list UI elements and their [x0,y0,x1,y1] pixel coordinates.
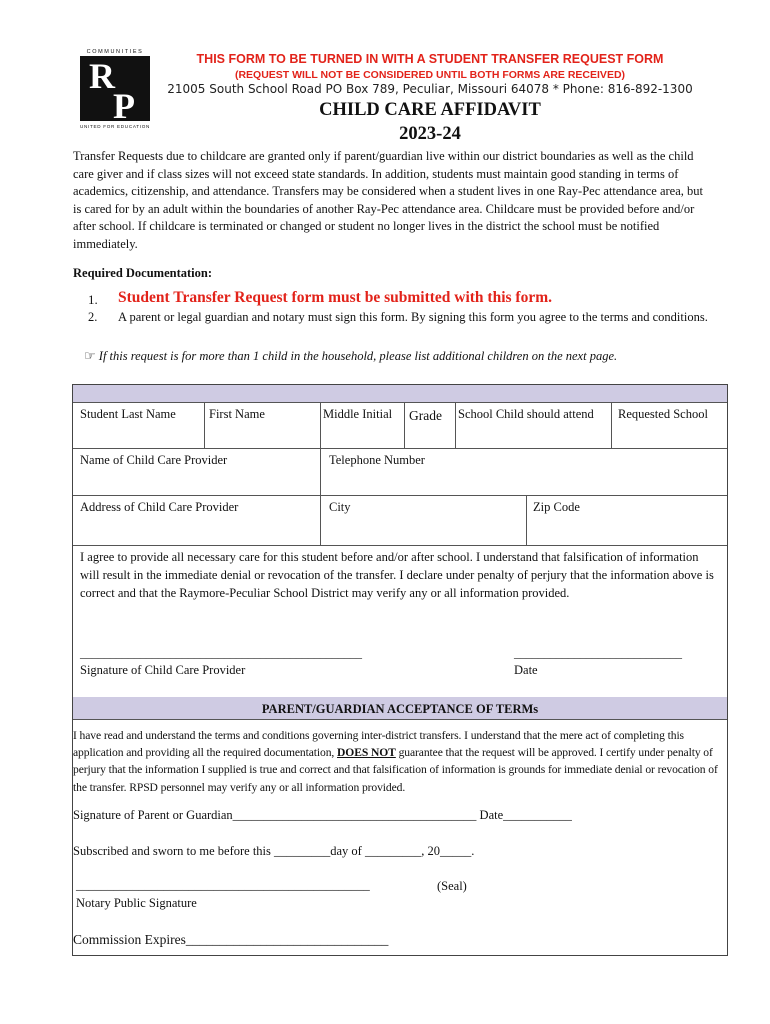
list-item-number: 1. [88,292,98,307]
rp-logo [80,48,150,130]
telephone-number-field[interactable]: Telephone Number [329,453,425,467]
child-care-provider-address-field[interactable]: Address of Child Care Provider [80,500,239,514]
student-last-name-field[interactable]: Student Last Name [80,407,176,421]
middle-initial-field[interactable]: Middle Initial [323,407,393,421]
acceptance-text-part: guarantee that the request will be approved. I certify under penalty of perjury that the information I supplied is true and correct and that falsification of information is grounds for immediate denial or revocation of the transfer. RPSD personnel may verify any or all information provided. [73,746,718,794]
list-item-signature-requirement: A parent or legal guardian and notary must sign this form. By signing this form you agree to the terms and conditions. [118,310,708,324]
child-care-provider-name-field[interactable]: Name of Child Care Provider [80,453,228,467]
table-rule [73,495,727,496]
table-rule [73,545,727,546]
provider-date-label: Date [514,663,538,677]
table-rule [73,448,727,449]
parent-guardian-section-header: PARENT/GUARDIAN ACCEPTANCE OF TERMs [73,697,727,719]
notary-sworn-statement[interactable]: Subscribed and sworn to me before this _________day of _________, 20_____. [73,844,475,858]
notary-signature-label: Notary Public Signature [76,896,197,910]
notice-line-1: THIS FORM TO BE TURNED IN WITH A STUDENT TRANSFER REQUEST FORM [196,52,664,66]
form-year: 2023-24 [399,124,461,144]
table-divider [611,402,612,448]
logo-letter-p: P [113,86,135,126]
does-not-emphasis: DOES NOT [337,746,396,760]
zip-code-field[interactable]: Zip Code [533,500,580,514]
table-divider [404,402,405,448]
commission-expires-field[interactable]: Commission Expires______________________________ [73,932,389,947]
logo-top-text: COMMUNITIES [86,49,144,55]
city-field[interactable]: City [329,500,351,514]
notary-seal-label: (Seal) [437,879,467,893]
provider-signature-line[interactable]: _______________________________________________ [80,646,362,660]
table-divider [526,495,527,545]
required-documentation-label: Required Documentation: [73,266,213,280]
acceptance-text-part: I have read and understand the terms and conditions governing inter-district transfers. I understand that the mere act of completing this application and providing all the required documentation, [73,729,684,760]
pointing-hand-icon: ☞ [84,349,96,364]
logo-letter-r: R [89,56,115,96]
school-child-should-attend-field[interactable]: School Child should attend [458,407,594,421]
guardian-signature-field[interactable]: Signature of Parent or Guardian_______________________________________ Date___________ [73,808,572,822]
note-text: If this request is for more than 1 child in the household, please list additional children on the next page. [98,349,618,363]
notice-line-2: (REQUEST WILL NOT BE CONSIDERED UNTIL BOTH FORMS ARE RECEIVED) [234,69,626,81]
list-item-number: 2. [88,310,98,324]
table-divider [320,402,321,545]
logo-bottom-text: UNITED FOR EDUCATION [80,124,150,129]
requested-school-field[interactable]: Requested School [618,407,708,421]
intro-paragraph: Transfer Requests due to childcare are granted only if parent/guardian live within our district boundaries as well as the child care giver and if class sizes will not exceed state standards. In addition, students must maintain good standing in terms of academics, citizenship, and attendance. Transfers may be considered when a student lives in one Ray-Pec attendance area, but is cared for by an adult within the boundaries of another Ray-Pec attendance area. Childcare must be provided before and/or after school. If childcare is terminated or changed or student no longer lives in the district the school must be notified immediately. [73,149,703,251]
provider-date-line[interactable]: ____________________________ [514,646,682,660]
grade-field[interactable]: Grade [409,408,442,423]
notary-signature-line[interactable]: _______________________________________________ [76,878,370,892]
first-name-field[interactable]: First Name [209,407,265,421]
provider-agreement-text: I agree to provide all necessary care for this student before and/or after school. I understand that falsification of information will result in the immediate denial or revocation of the transfer. I declare under penalty of perjury that the information above is correct and that the Raymore-Peculiar School District may verify any or all information provided. [80,550,714,600]
table-divider [455,402,456,448]
acceptance-terms-text [73,727,733,796]
district-address: 21005 South School Road PO Box 789, Peculiar, Missouri 64078 * Phone: 816-892-1300 [167,82,693,96]
list-item-transfer-form: Student Transfer Request form must be submitted with this form. [118,289,552,306]
form-title: CHILD CARE AFFIDAVIT [319,100,541,120]
additional-children-note [84,349,617,364]
provider-signature-label: Signature of Child Care Provider [80,663,246,677]
table-rule [73,402,727,403]
table-rule [73,719,727,720]
table-divider [204,402,205,448]
table-header-band [73,385,727,402]
